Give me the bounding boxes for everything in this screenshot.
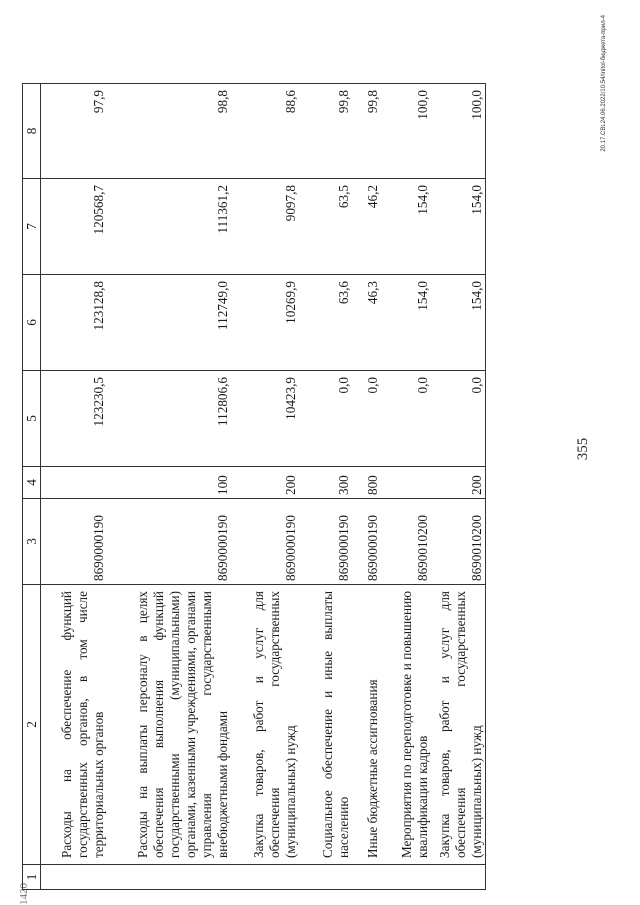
value-col-5: 0,0 [431,371,486,467]
header-col-6: 6 [23,275,41,371]
value-col-6: 46,3 [352,275,381,371]
corner-mark: 1420 [18,883,30,905]
expense-type-code: 300 [299,467,352,499]
cell-col-1 [107,865,231,890]
target-article-code: 8690000190 [107,499,231,585]
cell-col-1 [352,865,381,890]
target-article-code: 8690000190 [299,499,352,585]
value-col-7: 46,2 [352,179,381,275]
value-col-7: 120568,7 [41,179,108,275]
cell-col-1 [41,865,108,890]
percent-col-8: 100,0 [431,84,486,179]
expense-description: Закупка товаров, работ и услуг для обеспечения государственных (муниципальных) нужд [431,585,486,865]
target-article-code: 8690000190 [231,499,299,585]
value-col-6: 63,6 [299,275,352,371]
expense-type-code: 100 [107,467,231,499]
value-col-6: 112749,0 [107,275,231,371]
target-article-code: 8690000190 [352,499,381,585]
cell-col-1 [431,865,486,890]
percent-col-8: 88,6 [231,84,299,179]
header-col-3: 3 [23,499,41,585]
value-col-7: 63,5 [299,179,352,275]
value-col-5: 0,0 [381,371,431,467]
cell-col-1 [299,865,352,890]
header-col-7: 7 [23,179,41,275]
budget-table [22,83,486,890]
value-col-7: 9097,8 [231,179,299,275]
cell-col-1 [231,865,299,890]
percent-col-8: 99,8 [352,84,381,179]
expense-description: Мероприятия по переподготовке и повышению квалификации кадров [381,585,431,865]
value-col-7: 111361,2 [107,179,231,275]
percent-col-8: 97,9 [41,84,108,179]
expense-description: Закупка товаров, работ и услуг для обеспечения государственных (муниципальных) нужд [231,585,299,865]
header-col-2: 2 [23,585,41,865]
expense-type-code: 200 [231,467,299,499]
expense-description: Расходы на обеспечение функций государственных органов, в том числе территориальных органов [41,585,108,865]
header-col-1: 1 [23,865,41,890]
value-col-5: 10423,9 [231,371,299,467]
percent-col-8: 99,8 [299,84,352,179]
target-article-code: 8690010200 [431,499,486,585]
table-row [299,84,352,890]
value-col-6: 123128,8 [41,275,108,371]
target-article-code: 8690000190 [41,499,108,585]
value-col-5: 123230,5 [41,371,108,467]
header-row [23,84,41,890]
table-row [352,84,381,890]
target-article-code: 8690010200 [381,499,431,585]
header-col-8: 8 [23,84,41,179]
expense-description: Социальное обеспечение и иные выплаты населению [299,585,352,865]
table-row [107,84,231,890]
page-number: 355 [575,437,591,461]
expense-description: Иные бюджетные ассигнования [352,585,381,865]
percent-col-8: 100,0 [381,84,431,179]
percent-col-8: 98,8 [107,84,231,179]
header-col-4: 4 [23,467,41,499]
table-row [431,84,486,890]
value-col-5: 0,0 [352,371,381,467]
expense-type-code [381,467,431,499]
expense-type-code: 200 [431,467,486,499]
cell-col-1 [381,865,431,890]
value-col-6: 154,0 [431,275,486,371]
table-body [23,84,486,890]
value-col-5: 112806,6 [107,371,231,467]
value-col-6: 10269,9 [231,275,299,371]
value-col-5: 0,0 [299,371,352,467]
value-col-6: 154,0 [381,275,431,371]
expense-description: Расходы на выплаты персоналу в целях обеспечения выполнения функций государственными (муниципальными) органами, казенными учреждениями, органами управления государственными внебюджетными фондами [107,585,231,865]
value-col-7: 154,0 [381,179,431,275]
expense-type-code: 800 [352,467,381,499]
table-row [231,84,299,890]
header-col-5: 5 [23,371,41,467]
table-row [41,84,108,890]
footer-path: 20.17.CBL24.06.2022/10:54/Initol-бюджета-прил-4 [601,15,607,152]
table-row [381,84,431,890]
value-col-7: 154,0 [431,179,486,275]
expense-type-code [41,467,108,499]
